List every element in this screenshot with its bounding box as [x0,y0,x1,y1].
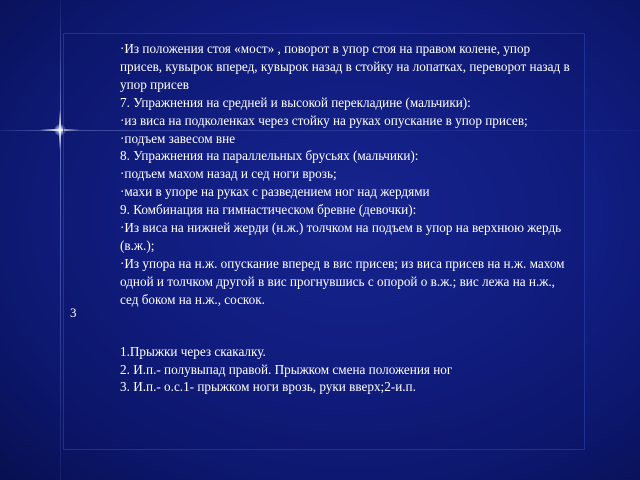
exercise-line: ·Из упора на н.ж. опускание вперед в вис присев; из виса присев на н.ж. махом одной и толчком другой в вис прогнувшись с опорой о в.ж.; вис лежа на н.ж., сед боком на н.ж., соскок. [120,255,565,307]
exercise-line: 9. Комбинация на гимнастическом бревне (девочки): [120,202,417,218]
row-number: 3 [70,305,77,320]
exercise-line: ·из виса на подколенках через стойку на руках опускание в упор присев; [120,112,528,128]
spacer [120,309,575,343]
exercise-line: ·Из виса на нижней жерди (н.ж.) толчком на подъем в упор на верхнюю жердь (в.ж.); [120,220,562,253]
jump-line: 3. И.п.- о.с.1- прыжком ноги врозь, руки вверх;2-и.п. [120,379,416,395]
exercise-line: ·подъем махом назад и сед ноги врозь; [120,166,337,182]
exercise-line: 7. Упражнения на средней и высокой перекладине (мальчики): [120,94,471,110]
exercise-line: ·Из положения стоя «мост» , поворот в упор стоя на правом колене, упор присев, кувырок вперед, кувырок назад в стойку на лопатках, переворот назад в упор присев [120,41,570,92]
jump-line: 2. И.п.- полувыпад правой. Прыжком смена положения ног [120,361,453,377]
exercise-line: ·махи в упоре на руках с разведением ног над жердями [120,184,430,200]
decorative-vertical-line [60,0,61,480]
jump-line: 1.Прыжки через скакалку. [120,343,266,359]
exercise-text-block [120,40,575,396]
exercise-line: 8. Упражнения на параллельных брусьях (мальчики): [120,148,419,164]
exercise-line: ·подъем завесом вне [120,130,236,146]
